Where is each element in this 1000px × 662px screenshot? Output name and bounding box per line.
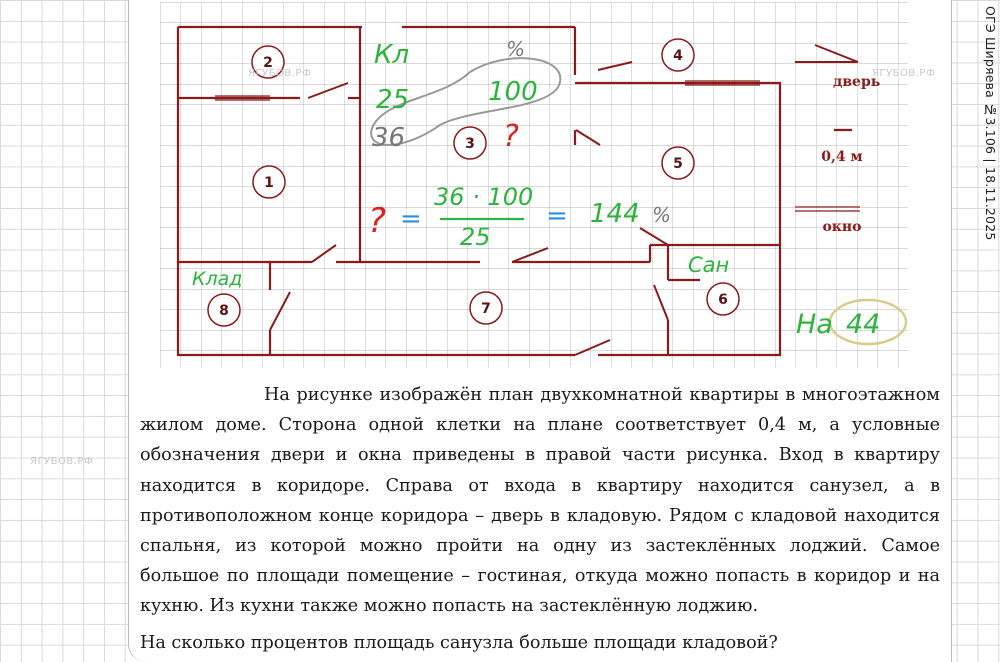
legend-window-label: окно <box>822 219 862 235</box>
hw-25: 25 <box>376 85 410 115</box>
room-4-label: 4 <box>673 48 683 64</box>
task-question: На сколько процентов площадь санузла больше площади кладовой? <box>140 632 778 653</box>
hw-percent-top: % <box>506 37 526 61</box>
hw-eq2: = <box>546 201 568 231</box>
room-3-label: 3 <box>465 136 475 152</box>
watermark: ЯГУБОВ.РФ <box>872 68 936 79</box>
hw-result: 144 <box>590 199 640 229</box>
hw-denominator: 25 <box>460 223 491 251</box>
room-5-label: 5 <box>673 156 683 172</box>
legend-cell-label: 0,4 м <box>821 149 863 165</box>
watermark: ЯГУБОВ.РФ <box>30 456 94 467</box>
hw-question-eq: ? <box>368 201 387 241</box>
room-6-label: 6 <box>718 292 728 308</box>
hw-answer-value: 44 <box>846 309 881 340</box>
legend-door-label: дверь <box>833 74 881 90</box>
hw-percent-result: % <box>652 203 672 227</box>
room-2-label: 2 <box>263 55 273 71</box>
hw-san: Сан <box>688 253 730 277</box>
hw-numerator: 36 · 100 <box>434 183 534 211</box>
hw-question-top: ? <box>503 119 519 154</box>
task-paragraph: На рисунке изображён план двухкомнатной квартиры в многоэтажном жилом доме. Сторона одной клетки на плане соответствует 0,4 м, а условные обозначения двери и окна приведены в правой части рисунка. Вход в квартиру находится в коридоре. Справа от входа в квартиру находится санузел, а в противоположном конце коридора – дверь в кладовую. Рядом с кладовой находится спальня, из которой можно пройти на одну из застеклённых лоджий. Самое большое по площади помещение – гостиная, откуда можно попасть в коридор и на кухню. Из кухни также можно попасть на застеклённую лоджию. <box>140 385 940 617</box>
room-1-label: 1 <box>264 175 274 191</box>
source-label: ОГЭ Ширяева №3.106 | 18.11.2025 <box>983 6 998 241</box>
hw-36: 36 <box>372 123 406 153</box>
hw-klad: Клад <box>192 268 243 290</box>
room-8-label: 8 <box>219 303 229 319</box>
hw-answer-prefix: На <box>796 309 833 340</box>
hw-kv: Кл <box>374 40 410 70</box>
hw-100: 100 <box>488 77 538 107</box>
room-7-label: 7 <box>481 301 491 317</box>
task-text <box>140 380 940 658</box>
watermark: ЯГУБОВ.РФ <box>248 68 312 79</box>
hw-eq1: = <box>400 204 422 234</box>
